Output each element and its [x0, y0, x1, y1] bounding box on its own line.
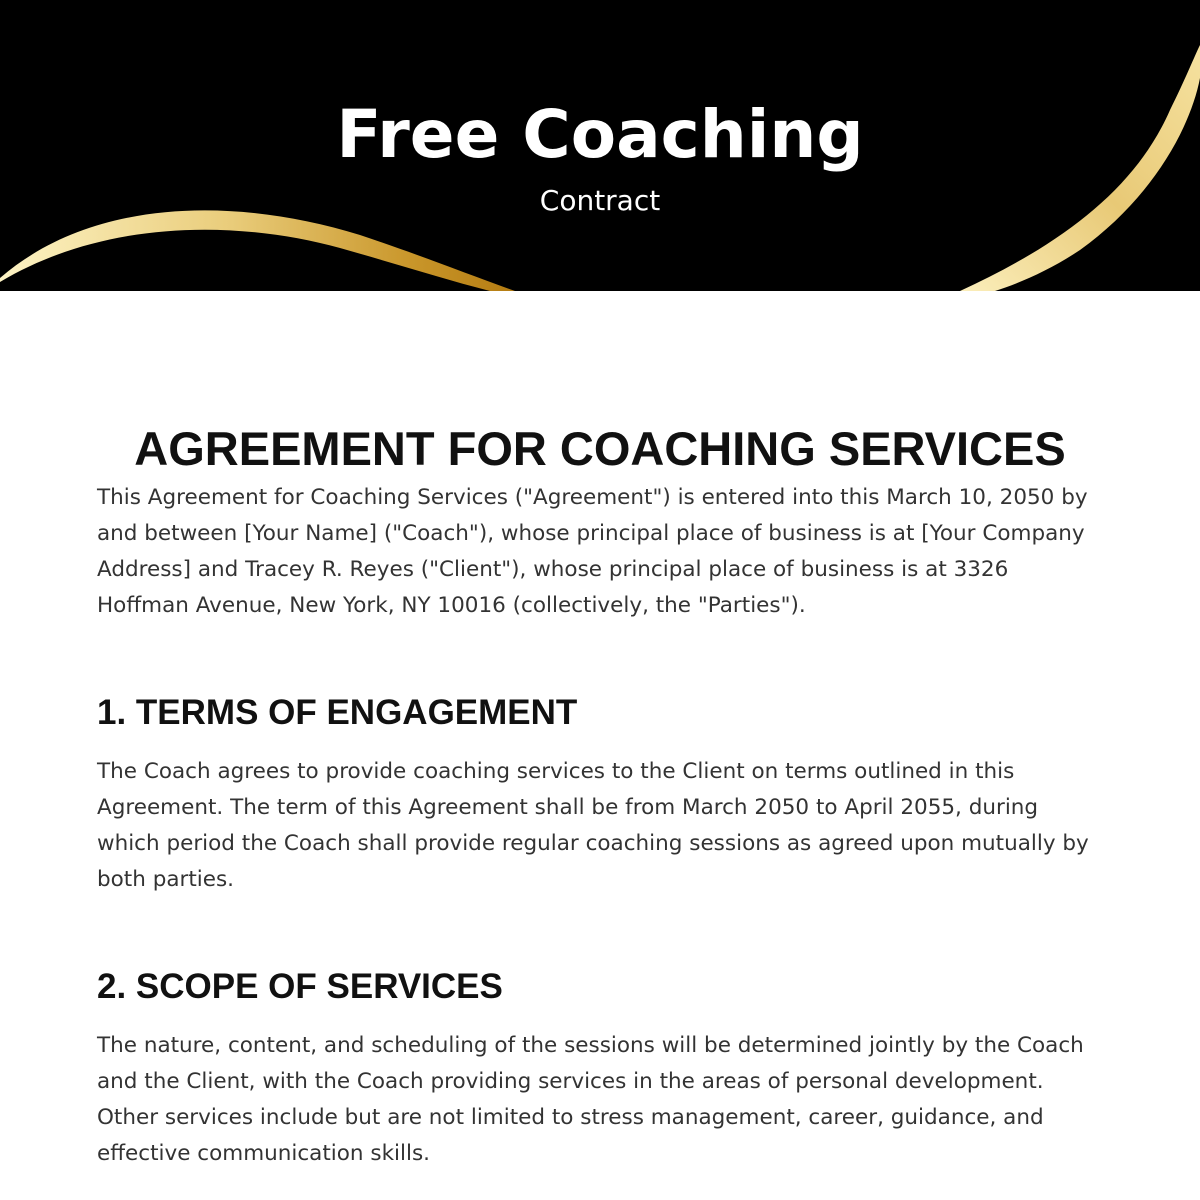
section-heading-scope: 2. SCOPE OF SERVICES [97, 967, 503, 1006]
banner-title: Free Coaching [336, 96, 864, 173]
section-body-scope: The nature, content, and scheduling of the sessions will be determined jointly by the Coach and the Client, with the Coach providing services in the areas of personal development. Other services include but are not limited to stress management, career, guidance, and effective communication skills. [97, 1033, 1084, 1166]
banner-subtitle: Contract [539, 184, 661, 217]
gold-swoosh-left [0, 210, 515, 291]
document-title: AGREEMENT FOR COACHING SERVICES [134, 422, 1066, 475]
header-banner [0, 0, 1200, 291]
document-body [97, 418, 1103, 1172]
section-heading-terms: 1. TERMS OF ENGAGEMENT [97, 693, 578, 732]
intro-paragraph: This Agreement for Coaching Services ("Agreement") is entered into this March 10, 2050 by and between [Your Name] ("Coach"), whose principal place of business is at [Your Company Address] and Tracey R. Reyes ("Client"), whose principal place of business is at 3326 Hoffman Avenue, New York, NY 10016 (collectively, the "Parties"). [97, 485, 1088, 618]
section-body-terms: The Coach agrees to provide coaching services to the Client on terms outlined in this Agreement. The term of this Agreement shall be from March 2050 to April 2055, during which period the Coach shall provide regular coaching sessions as agreed upon mutually by both parties. [97, 759, 1089, 892]
